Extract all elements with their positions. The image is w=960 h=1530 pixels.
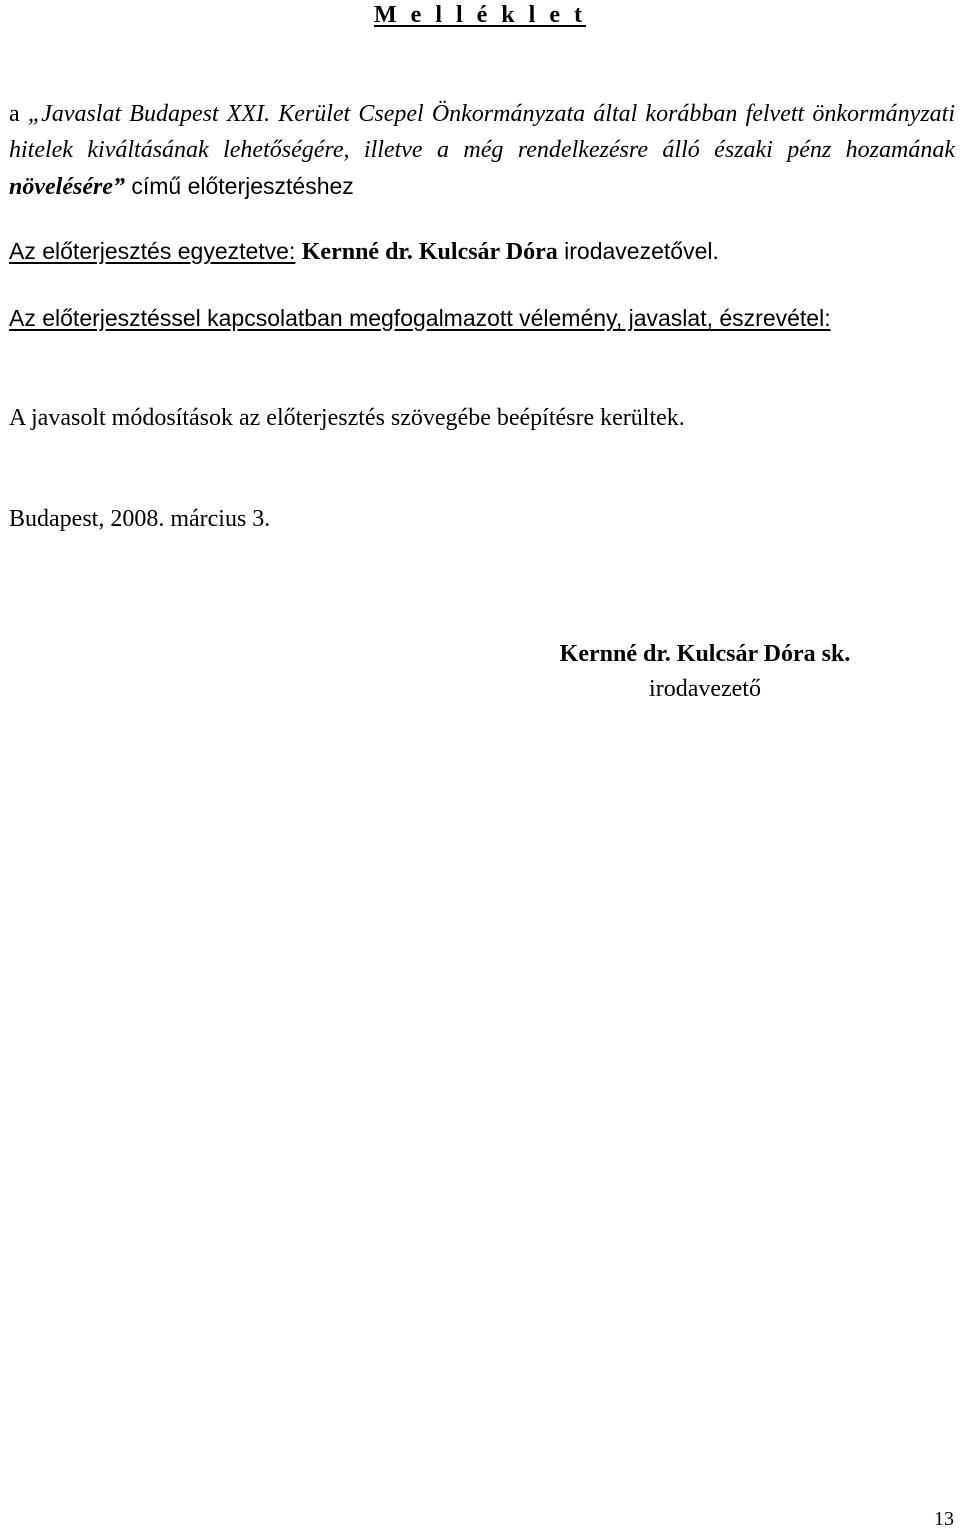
consultation-line [9, 236, 719, 267]
signature-name-text: Kernné dr. Kulcsár Dóra sk. [559, 641, 851, 667]
consultation-label: Az előterjesztés egyeztetve: [9, 238, 296, 264]
place-date-text: Budapest, 2008. március 3. [9, 506, 271, 532]
signature-role-text: irodavezető [649, 676, 761, 702]
signature-role [520, 674, 890, 704]
opinion-text-content: A javasolt módosítások az előterjesztés szövegébe beépítésre kerültek. [9, 405, 685, 431]
signature-name [520, 639, 890, 669]
page-number-text: 13 [934, 1508, 954, 1530]
subject-title-part1: „Javaslat Budapest XXI. Kerület Csepel Önkormányzata által korábban felvett önkormányzati hitelek kiváltásának lehetőségére, illetve a még rendelkezésre álló északi pénz hozamának [9, 101, 955, 163]
subject-suffix: című előterjesztéshez [124, 173, 354, 199]
place-date [9, 504, 270, 534]
opinion-label [9, 303, 831, 333]
subject-prefix: a [9, 101, 28, 127]
heading-text: M e l l é k l e t [374, 2, 586, 28]
subject-paragraph [9, 96, 955, 205]
consultation-suffix: irodavezetővel. [564, 238, 719, 264]
opinion-label-text: Az előterjesztéssel kapcsolatban megfogalmazott vélemény, javaslat, észrevétel: [9, 305, 831, 331]
page-number [934, 1508, 954, 1530]
opinion-text [9, 403, 685, 433]
document-heading [0, 0, 960, 30]
consultation-name: Kernné dr. Kulcsár Dóra [301, 239, 558, 265]
subject-title-part2: növelésére” [9, 174, 125, 200]
